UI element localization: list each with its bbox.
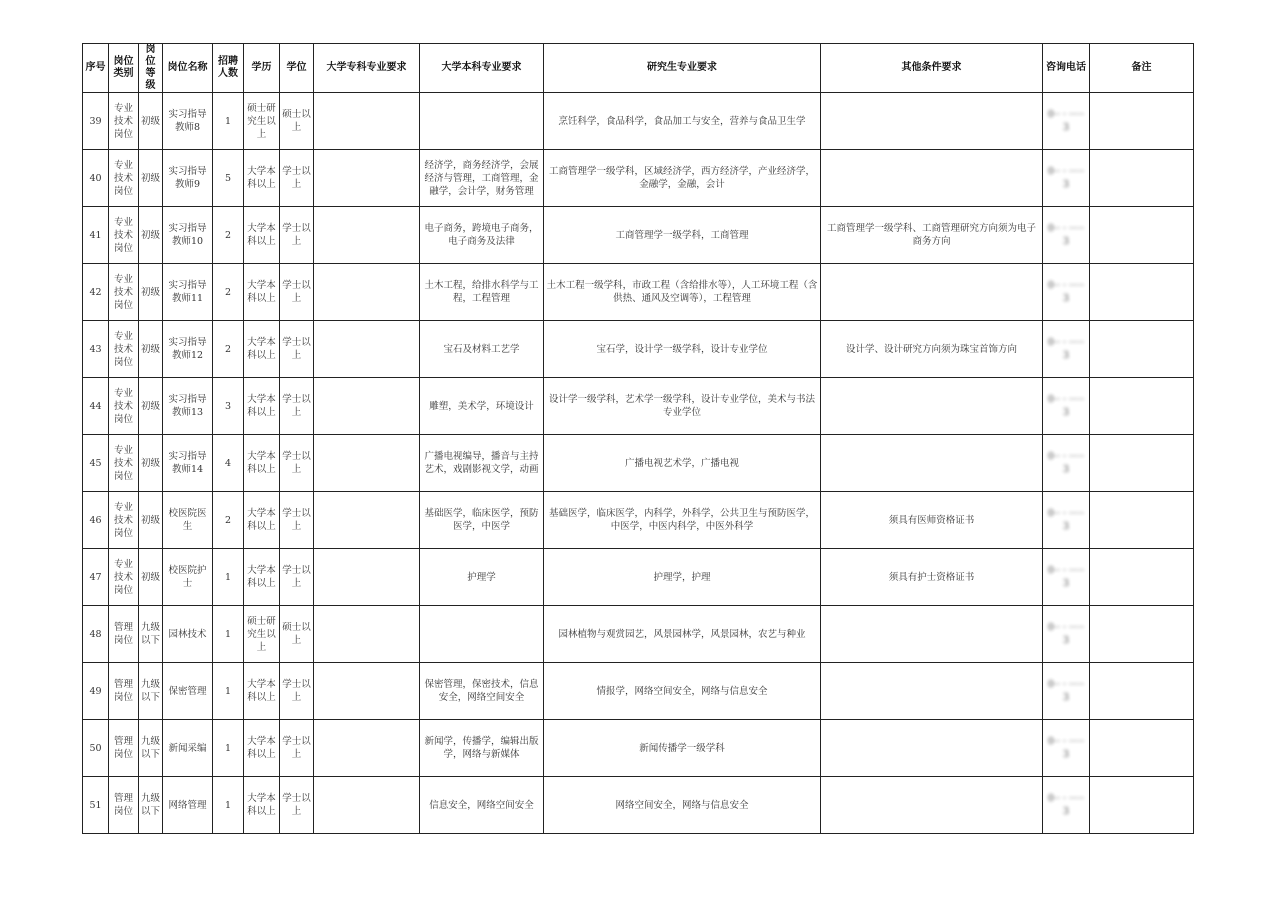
cell-college-major bbox=[314, 720, 420, 777]
cell-education: 大学本科以上 bbox=[244, 492, 280, 549]
cell-graduate-major: 新闻传播学一级学科 bbox=[544, 720, 821, 777]
cell-level: 九级以下 bbox=[139, 720, 163, 777]
cell-name: 新闻采编 bbox=[163, 720, 213, 777]
cell-level: 初级 bbox=[139, 93, 163, 150]
cell-level: 初级 bbox=[139, 492, 163, 549]
cell-count: 1 bbox=[213, 663, 244, 720]
cell-name: 网络管理 bbox=[163, 777, 213, 834]
cell-bachelor-major: 雕塑，美术学，环境设计 bbox=[420, 378, 544, 435]
cell-other bbox=[821, 606, 1043, 663]
cell-count: 1 bbox=[213, 777, 244, 834]
cell-category: 管理岗位 bbox=[109, 606, 139, 663]
cell-level: 初级 bbox=[139, 378, 163, 435]
cell-other bbox=[821, 720, 1043, 777]
cell-phone bbox=[1043, 663, 1090, 720]
cell-bachelor-major: 广播电视编导，播音与主持艺术，戏剧影视文学，动画 bbox=[420, 435, 544, 492]
cell-category: 管理岗位 bbox=[109, 777, 139, 834]
cell-name: 实习指导教师13 bbox=[163, 378, 213, 435]
recruitment-table bbox=[82, 43, 1194, 834]
cell-level: 初级 bbox=[139, 264, 163, 321]
cell-bachelor-major bbox=[420, 606, 544, 663]
cell-name: 校医院护士 bbox=[163, 549, 213, 606]
cell-seq: 44 bbox=[83, 378, 109, 435]
cell-seq: 39 bbox=[83, 93, 109, 150]
cell-degree: 学士以上 bbox=[280, 378, 314, 435]
cell-count: 5 bbox=[213, 150, 244, 207]
cell-level: 九级以下 bbox=[139, 777, 163, 834]
cell-bachelor-major: 经济学，商务经济学，会展经济与管理，工商管理，金融学，会计学，财务管理 bbox=[420, 150, 544, 207]
cell-category: 专业技术岗位 bbox=[109, 549, 139, 606]
cell-college-major bbox=[314, 549, 420, 606]
cell-college-major bbox=[314, 777, 420, 834]
cell-category: 专业技术岗位 bbox=[109, 93, 139, 150]
cell-count: 1 bbox=[213, 93, 244, 150]
cell-bachelor-major: 土木工程，给排水科学与工程，工程管理 bbox=[420, 264, 544, 321]
cell-degree: 学士以上 bbox=[280, 720, 314, 777]
cell-phone bbox=[1043, 492, 1090, 549]
cell-degree: 学士以上 bbox=[280, 150, 314, 207]
cell-count: 4 bbox=[213, 435, 244, 492]
cell-degree: 学士以上 bbox=[280, 321, 314, 378]
cell-phone bbox=[1043, 720, 1090, 777]
cell-seq: 46 bbox=[83, 492, 109, 549]
redacted-phone: 0·· · ·····3 bbox=[1047, 280, 1085, 304]
cell-degree: 学士以上 bbox=[280, 435, 314, 492]
cell-remark bbox=[1090, 606, 1194, 663]
table-row bbox=[83, 606, 1194, 663]
cell-degree: 学士以上 bbox=[280, 207, 314, 264]
redacted-phone: 0·· · ·····3 bbox=[1047, 736, 1085, 760]
cell-category: 专业技术岗位 bbox=[109, 492, 139, 549]
cell-other bbox=[821, 93, 1043, 150]
cell-remark bbox=[1090, 435, 1194, 492]
cell-other bbox=[821, 435, 1043, 492]
cell-seq: 43 bbox=[83, 321, 109, 378]
cell-remark bbox=[1090, 93, 1194, 150]
cell-bachelor-major: 新闻学，传播学，编辑出版学，网络与新媒体 bbox=[420, 720, 544, 777]
cell-education: 大学本科以上 bbox=[244, 150, 280, 207]
redacted-phone: 0·· · ·····3 bbox=[1047, 337, 1085, 361]
cell-education: 硕士研究生以上 bbox=[244, 93, 280, 150]
cell-seq: 49 bbox=[83, 663, 109, 720]
cell-other bbox=[821, 264, 1043, 321]
cell-category: 专业技术岗位 bbox=[109, 207, 139, 264]
cell-education: 大学本科以上 bbox=[244, 777, 280, 834]
cell-degree: 学士以上 bbox=[280, 549, 314, 606]
header-other: 其他条件要求 bbox=[821, 44, 1043, 93]
cell-graduate-major: 设计学一级学科，艺术学一级学科，设计专业学位，美术与书法专业学位 bbox=[544, 378, 821, 435]
cell-category: 专业技术岗位 bbox=[109, 435, 139, 492]
table-row bbox=[83, 435, 1194, 492]
cell-college-major bbox=[314, 150, 420, 207]
cell-education: 大学本科以上 bbox=[244, 549, 280, 606]
cell-other bbox=[821, 378, 1043, 435]
cell-college-major bbox=[314, 321, 420, 378]
cell-graduate-major: 土木工程一级学科，市政工程（含给排水等），人工环境工程（含供热、通风及空调等），工程管理 bbox=[544, 264, 821, 321]
cell-phone bbox=[1043, 549, 1090, 606]
header-count: 招聘人数 bbox=[213, 44, 244, 93]
cell-bachelor-major: 保密管理，保密技术，信息安全，网络空间安全 bbox=[420, 663, 544, 720]
redacted-phone: 0·· · ·····3 bbox=[1047, 166, 1085, 190]
redacted-phone: 0·· · ·····3 bbox=[1047, 793, 1085, 817]
cell-remark bbox=[1090, 264, 1194, 321]
cell-level: 九级以下 bbox=[139, 606, 163, 663]
cell-count: 1 bbox=[213, 549, 244, 606]
table-row bbox=[83, 663, 1194, 720]
cell-education: 大学本科以上 bbox=[244, 435, 280, 492]
cell-seq: 50 bbox=[83, 720, 109, 777]
table-row bbox=[83, 777, 1194, 834]
cell-count: 1 bbox=[213, 606, 244, 663]
cell-bachelor-major: 宝石及材料工艺学 bbox=[420, 321, 544, 378]
redacted-phone: 0·· · ·····3 bbox=[1047, 394, 1085, 418]
cell-level: 初级 bbox=[139, 150, 163, 207]
cell-name: 保密管理 bbox=[163, 663, 213, 720]
cell-remark bbox=[1090, 663, 1194, 720]
cell-category: 专业技术岗位 bbox=[109, 264, 139, 321]
cell-name: 实习指导教师12 bbox=[163, 321, 213, 378]
cell-phone bbox=[1043, 435, 1090, 492]
cell-bachelor-major: 基础医学，临床医学，预防医学，中医学 bbox=[420, 492, 544, 549]
cell-phone bbox=[1043, 606, 1090, 663]
cell-level: 初级 bbox=[139, 321, 163, 378]
cell-seq: 42 bbox=[83, 264, 109, 321]
header-degree: 学位 bbox=[280, 44, 314, 93]
header-name: 岗位名称 bbox=[163, 44, 213, 93]
cell-education: 硕士研究生以上 bbox=[244, 606, 280, 663]
cell-seq: 47 bbox=[83, 549, 109, 606]
header-seq: 序号 bbox=[83, 44, 109, 93]
cell-phone bbox=[1043, 777, 1090, 834]
cell-degree: 硕士以上 bbox=[280, 606, 314, 663]
cell-phone bbox=[1043, 321, 1090, 378]
cell-education: 大学本科以上 bbox=[244, 264, 280, 321]
cell-name: 园林技术 bbox=[163, 606, 213, 663]
cell-remark bbox=[1090, 321, 1194, 378]
cell-count: 1 bbox=[213, 720, 244, 777]
cell-graduate-major: 网络空间安全，网络与信息安全 bbox=[544, 777, 821, 834]
cell-remark bbox=[1090, 207, 1194, 264]
cell-bachelor-major: 护理学 bbox=[420, 549, 544, 606]
cell-count: 2 bbox=[213, 207, 244, 264]
cell-college-major bbox=[314, 435, 420, 492]
cell-seq: 41 bbox=[83, 207, 109, 264]
redacted-phone: 0·· · ·····3 bbox=[1047, 508, 1085, 532]
table-row bbox=[83, 378, 1194, 435]
cell-graduate-major: 护理学，护理 bbox=[544, 549, 821, 606]
header-remark: 备注 bbox=[1090, 44, 1194, 93]
cell-graduate-major: 工商管理学一级学科，区域经济学，西方经济学，产业经济学，金融学，金融，会计 bbox=[544, 150, 821, 207]
cell-graduate-major: 园林植物与观赏园艺，风景园林学，风景园林，农艺与种业 bbox=[544, 606, 821, 663]
cell-graduate-major: 烹饪科学，食品科学，食品加工与安全，营养与食品卫生学 bbox=[544, 93, 821, 150]
cell-graduate-major: 工商管理学一级学科，工商管理 bbox=[544, 207, 821, 264]
cell-education: 大学本科以上 bbox=[244, 207, 280, 264]
cell-bachelor-major bbox=[420, 93, 544, 150]
cell-education: 大学本科以上 bbox=[244, 378, 280, 435]
cell-college-major bbox=[314, 663, 420, 720]
cell-degree: 学士以上 bbox=[280, 663, 314, 720]
header-education: 学历 bbox=[244, 44, 280, 93]
table-row bbox=[83, 93, 1194, 150]
cell-education: 大学本科以上 bbox=[244, 720, 280, 777]
table-row bbox=[83, 321, 1194, 378]
cell-name: 校医院医生 bbox=[163, 492, 213, 549]
cell-level: 初级 bbox=[139, 549, 163, 606]
cell-phone bbox=[1043, 378, 1090, 435]
cell-education: 大学本科以上 bbox=[244, 663, 280, 720]
redacted-phone: 0·· · ·····3 bbox=[1047, 451, 1085, 475]
cell-other bbox=[821, 777, 1043, 834]
header-college-major: 大学专科专业要求 bbox=[314, 44, 420, 93]
cell-college-major bbox=[314, 606, 420, 663]
header-level: 岗位等级 bbox=[139, 44, 163, 93]
cell-other bbox=[821, 663, 1043, 720]
table-row bbox=[83, 720, 1194, 777]
cell-college-major bbox=[314, 378, 420, 435]
cell-level: 初级 bbox=[139, 435, 163, 492]
cell-count: 2 bbox=[213, 264, 244, 321]
cell-category: 专业技术岗位 bbox=[109, 378, 139, 435]
header-row bbox=[83, 44, 1194, 93]
cell-degree: 学士以上 bbox=[280, 777, 314, 834]
cell-remark bbox=[1090, 150, 1194, 207]
table-row bbox=[83, 207, 1194, 264]
header-category: 岗位类别 bbox=[109, 44, 139, 93]
table-row bbox=[83, 549, 1194, 606]
cell-remark bbox=[1090, 777, 1194, 834]
cell-college-major bbox=[314, 207, 420, 264]
cell-remark bbox=[1090, 492, 1194, 549]
cell-bachelor-major: 信息安全，网络空间安全 bbox=[420, 777, 544, 834]
cell-degree: 学士以上 bbox=[280, 492, 314, 549]
cell-remark bbox=[1090, 720, 1194, 777]
redacted-phone: 0·· · ·····3 bbox=[1047, 679, 1085, 703]
cell-college-major bbox=[314, 492, 420, 549]
cell-seq: 51 bbox=[83, 777, 109, 834]
cell-count: 2 bbox=[213, 321, 244, 378]
cell-degree: 学士以上 bbox=[280, 264, 314, 321]
cell-count: 3 bbox=[213, 378, 244, 435]
cell-category: 管理岗位 bbox=[109, 663, 139, 720]
header-bachelor-major: 大学本科专业要求 bbox=[420, 44, 544, 93]
cell-other bbox=[821, 150, 1043, 207]
header-graduate-major: 研究生专业要求 bbox=[544, 44, 821, 93]
cell-level: 初级 bbox=[139, 207, 163, 264]
cell-seq: 45 bbox=[83, 435, 109, 492]
cell-name: 实习指导教师9 bbox=[163, 150, 213, 207]
cell-count: 2 bbox=[213, 492, 244, 549]
cell-phone bbox=[1043, 264, 1090, 321]
cell-phone bbox=[1043, 93, 1090, 150]
cell-name: 实习指导教师14 bbox=[163, 435, 213, 492]
cell-seq: 40 bbox=[83, 150, 109, 207]
cell-other: 须具有护士资格证书 bbox=[821, 549, 1043, 606]
cell-degree: 硕士以上 bbox=[280, 93, 314, 150]
cell-graduate-major: 情报学，网络空间安全，网络与信息安全 bbox=[544, 663, 821, 720]
cell-education: 大学本科以上 bbox=[244, 321, 280, 378]
cell-phone bbox=[1043, 150, 1090, 207]
cell-seq: 48 bbox=[83, 606, 109, 663]
cell-name: 实习指导教师11 bbox=[163, 264, 213, 321]
table-row bbox=[83, 264, 1194, 321]
cell-college-major bbox=[314, 93, 420, 150]
cell-bachelor-major: 电子商务，跨境电子商务，电子商务及法律 bbox=[420, 207, 544, 264]
cell-remark bbox=[1090, 549, 1194, 606]
cell-other: 须具有医师资格证书 bbox=[821, 492, 1043, 549]
cell-graduate-major: 广播电视艺术学，广播电视 bbox=[544, 435, 821, 492]
redacted-phone: 0·· · ·····3 bbox=[1047, 223, 1085, 247]
redacted-phone: 0·· · ·····3 bbox=[1047, 622, 1085, 646]
cell-category: 专业技术岗位 bbox=[109, 150, 139, 207]
redacted-phone: 0·· · ·····3 bbox=[1047, 109, 1085, 133]
cell-graduate-major: 基础医学，临床医学，内科学，外科学，公共卫生与预防医学，中医学，中医内科学，中医外科学 bbox=[544, 492, 821, 549]
cell-other: 工商管理学一级学科、工商管理研究方向须为电子商务方向 bbox=[821, 207, 1043, 264]
cell-graduate-major: 宝石学，设计学一级学科，设计专业学位 bbox=[544, 321, 821, 378]
cell-other: 设计学、设计研究方向须为珠宝首饰方向 bbox=[821, 321, 1043, 378]
cell-remark bbox=[1090, 378, 1194, 435]
cell-phone bbox=[1043, 207, 1090, 264]
cell-category: 管理岗位 bbox=[109, 720, 139, 777]
cell-category: 专业技术岗位 bbox=[109, 321, 139, 378]
table-body bbox=[83, 93, 1194, 834]
cell-level: 九级以下 bbox=[139, 663, 163, 720]
table-row bbox=[83, 150, 1194, 207]
cell-name: 实习指导教师10 bbox=[163, 207, 213, 264]
redacted-phone: 0·· · ·····3 bbox=[1047, 565, 1085, 589]
cell-name: 实习指导教师8 bbox=[163, 93, 213, 150]
table-row bbox=[83, 492, 1194, 549]
header-phone: 咨询电话 bbox=[1043, 44, 1090, 93]
cell-college-major bbox=[314, 264, 420, 321]
